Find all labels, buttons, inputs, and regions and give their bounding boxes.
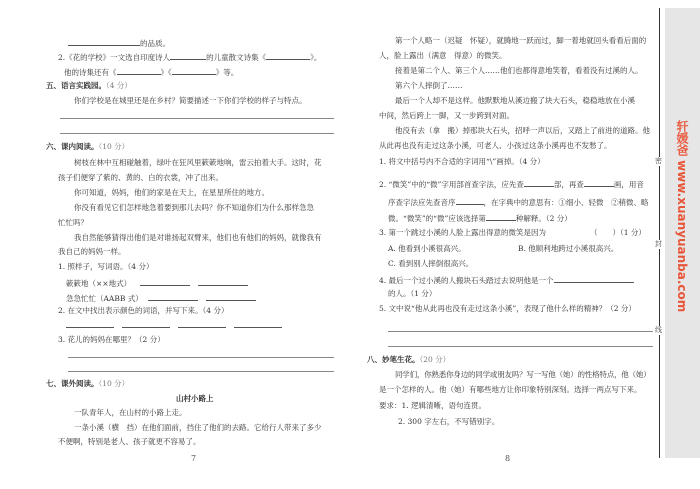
section-title: 八、妙笔生花。: [367, 355, 420, 364]
blank[interactable]: [234, 319, 282, 328]
option-b[interactable]: B. 他顺利地跨过小溪很高兴。: [518, 244, 619, 253]
text: 我自己的妈妈一样。: [58, 247, 126, 256]
blank[interactable]: [148, 292, 198, 301]
score: （10 分）: [98, 142, 130, 151]
text: 》等。: [215, 68, 239, 77]
text: 急急忙忙（AABB 式）: [66, 294, 143, 303]
watermark: 轩媛爸 www.xuanyuanba.com: [675, 120, 689, 313]
text: 是一个怎样的人。他（她）有哪些地方让你印象特别深刻。选择一两点写下来。: [379, 385, 642, 394]
question: 1. 将文中括号内不合适的字词用“\”画掉。（4 分）: [379, 157, 545, 166]
blank[interactable]: [170, 51, 206, 60]
blank[interactable]: [122, 319, 170, 328]
text: 他的诗集还有《: [64, 68, 117, 77]
blank[interactable]: [584, 178, 614, 187]
text: 人，脸上露出（满意 得意）的微笑。: [379, 51, 507, 60]
text: 一条小溪（横 挡）在他们面前，挡住了他们的去路。它给行人带来了多少: [74, 423, 322, 432]
text: 同学们，你熟悉你身边的同学或朋友吗？写一写他（她）的性格特点，他（她）: [395, 370, 651, 379]
text: 不便啊，特别是老人、孩子就更不容易了。: [58, 437, 201, 446]
text: 的儿童散文诗集《: [206, 53, 267, 62]
question: 3. 花儿的妈妈在哪里？（2 分）: [58, 335, 165, 344]
page-number: 7: [191, 454, 197, 463]
text: 2. 300 字左右，不写错别字。: [398, 417, 500, 426]
text: 忙忙吗？: [58, 218, 88, 227]
text: 的人。（1 分）: [388, 289, 437, 298]
answer-line[interactable]: [388, 331, 653, 332]
answer-line[interactable]: [60, 118, 334, 119]
question: 2. 在文中找出表示颜色的词语，并写下来。（4 分）: [58, 306, 229, 315]
question: 2.《花的学校》一文选自印度诗人: [58, 53, 171, 62]
blank[interactable]: [66, 319, 114, 328]
text: 微。“微笑”的“微”应该选择第: [388, 214, 486, 223]
text: 种解释。（2 分）: [515, 214, 572, 223]
question: 2. “微笑”中的“微”字用部首查字法，应先查: [379, 180, 524, 189]
text: 你没有看见它们怎样地急着要到那儿去吗？你不知道你们为什么那样急急: [74, 203, 314, 212]
blank[interactable]: [198, 277, 248, 286]
text: 孩子们便穿了紫的、黄的、白的衣裳，冲了出来。: [58, 173, 223, 182]
blank[interactable]: [140, 277, 190, 286]
question: 1. 照样子，写词语。（4 分）: [58, 262, 154, 271]
page-number: 8: [505, 454, 511, 463]
text: 的品质。: [140, 39, 170, 48]
text: 》。: [310, 53, 322, 62]
blank[interactable]: [456, 196, 484, 205]
text: 最后一个人却不是这样。他默默地从溪边搬了块大石头，稳稳地放在小溪: [395, 96, 635, 105]
blank[interactable]: [172, 66, 216, 75]
answer-line[interactable]: [68, 357, 334, 358]
text: 》《: [160, 68, 172, 77]
text: 部，再查: [553, 180, 584, 189]
blank[interactable]: [486, 212, 516, 221]
blank[interactable]: [68, 37, 140, 46]
blank[interactable]: [554, 274, 634, 283]
text: 一队青年人，在山村的小路上走。: [74, 408, 187, 417]
text: 画，用音: [613, 180, 644, 189]
text: 接着是第二个人、第三个人……他们也都得意地笑着，看着没有过溪的人。: [395, 66, 643, 75]
option-a[interactable]: A. 他看到小溪很高兴。: [388, 244, 466, 253]
text: 从此再也没有走过这条小溪，可老人、小孩过这条小溪再也不发愁了。: [379, 141, 612, 150]
question: 4. 最后一个过小溪的人搬块石头踏过去说明他是一个: [379, 276, 554, 285]
binding-label-mi: 密: [655, 157, 662, 165]
blank[interactable]: [524, 178, 554, 187]
blank[interactable]: [178, 319, 226, 328]
question: 3. 第一个跳过小溪的人脸上露出得意的微笑是因为: [379, 228, 547, 237]
blank[interactable]: [206, 292, 256, 301]
score: （10 分）: [98, 379, 130, 388]
binding-label-xian: 线: [655, 326, 662, 334]
story-title: 山村小路上: [176, 394, 214, 403]
text: 他没有去（拿 搬）掉那块大石头，招呼一声以后，又踏上了前进的道路。他: [395, 126, 650, 135]
blank[interactable]: [117, 66, 161, 75]
score: （20 分）: [419, 355, 451, 364]
text: 我自然能够猜得出他们是对谁扬起双臂来，他们也有他们的妈妈，就像我有: [74, 233, 322, 242]
text: 第六个人摔倒了……: [395, 81, 463, 90]
blank[interactable]: [266, 51, 310, 60]
binding-label-feng: 封: [655, 240, 662, 248]
option-c[interactable]: C. 看到别人摔倒很高兴。: [388, 259, 474, 268]
binding-line: [659, 8, 660, 458]
text: 你们学校是在城里还是在乡村？简要描述一下你们学校的样子与特点。: [74, 96, 307, 105]
text: 要求：1. 逻辑清晰，语句连贯。: [379, 401, 487, 410]
answer-line[interactable]: [60, 133, 334, 134]
score: （4 分）: [106, 81, 132, 90]
text: 簌簌地（××地式）: [66, 279, 132, 288]
section-title: 五、语言实践园。: [46, 81, 106, 90]
section-title: 七、课外阅读。: [46, 379, 99, 388]
answer-bracket[interactable]: （ ）（1 分）: [590, 228, 646, 237]
text: 树枝在林中互相碰触着，绿叶在狂风里簌簌地响，雷云拍着大手。这时，花: [74, 158, 322, 167]
text: 序查字法应先查音序: [388, 198, 456, 207]
text: ，在字典中的意思有：①细小、轻微 ②稍微、略: [483, 198, 649, 207]
text: 你可知道，妈妈，他们的家是在天上，在星星所住的地方。: [74, 188, 269, 197]
answer-line[interactable]: [68, 371, 334, 372]
text: 中间，然后跨上一脚，又一步跨到对面。: [379, 111, 514, 120]
section-title: 六、课内阅读。: [46, 142, 99, 151]
text: 第一个人略一（迟疑 怀疑），就腾地一跃而过，脚一着地就回头看看后面的: [395, 36, 647, 45]
answer-line[interactable]: [388, 346, 653, 347]
question: 5. 文中说“他从此再也没有走过这条小溪”，表现了他什么样的精神？（2 分）: [379, 304, 636, 313]
